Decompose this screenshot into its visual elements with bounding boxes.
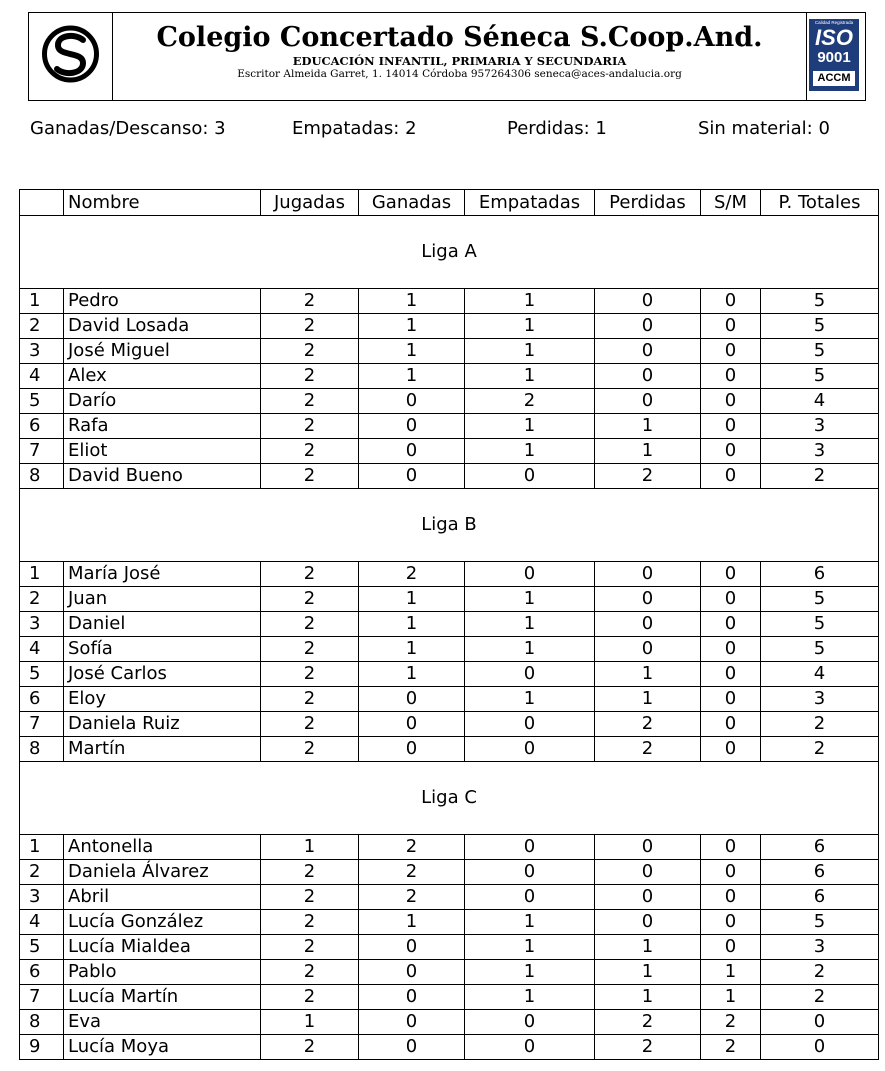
league-title: Liga A	[20, 216, 879, 289]
empatadas-cell: 0	[465, 464, 595, 489]
table-row	[20, 860, 879, 885]
ganadas-cell: 0	[359, 1035, 465, 1060]
puntos-totales-cell: 2	[761, 960, 879, 985]
league-title-row	[20, 216, 879, 289]
rank-cell: 2	[20, 860, 64, 885]
table-row	[20, 737, 879, 762]
table-row	[20, 464, 879, 489]
player-name-cell: José Carlos	[64, 662, 261, 687]
league-title: Liga B	[20, 489, 879, 562]
column-header-rank	[20, 190, 64, 216]
puntos-totales-cell: 2	[761, 985, 879, 1010]
perdidas-cell: 0	[595, 389, 701, 414]
jugadas-cell: 2	[261, 935, 359, 960]
table-row	[20, 339, 879, 364]
empatadas-cell: 0	[465, 1010, 595, 1035]
puntos-totales-cell: 3	[761, 687, 879, 712]
player-name-cell: María José	[64, 562, 261, 587]
perdidas-cell: 0	[595, 637, 701, 662]
table-row	[20, 712, 879, 737]
league-title-row	[20, 489, 879, 562]
perdidas-cell: 0	[595, 562, 701, 587]
sin-material-cell: 2	[701, 1035, 761, 1060]
player-name-cell: Antonella	[64, 835, 261, 860]
table-row	[20, 562, 879, 587]
player-name-cell: Martín	[64, 737, 261, 762]
perdidas-cell: 0	[595, 835, 701, 860]
rank-cell: 4	[20, 637, 64, 662]
jugadas-cell: 2	[261, 687, 359, 712]
ganadas-cell: 2	[359, 860, 465, 885]
rank-cell: 8	[20, 737, 64, 762]
jugadas-cell: 1	[261, 835, 359, 860]
rank-cell: 1	[20, 289, 64, 314]
rank-cell: 6	[20, 960, 64, 985]
perdidas-cell: 0	[595, 587, 701, 612]
puntos-totales-cell: 5	[761, 612, 879, 637]
table-row	[20, 314, 879, 339]
sin-material-cell: 0	[701, 687, 761, 712]
player-name-cell: Juan	[64, 587, 261, 612]
jugadas-cell: 2	[261, 414, 359, 439]
iso-org: ACCM	[813, 71, 855, 86]
table-row	[20, 910, 879, 935]
column-header-ganadas: Ganadas	[359, 190, 465, 216]
jugadas-cell: 2	[261, 339, 359, 364]
sin-material-cell: 0	[701, 860, 761, 885]
table-header-row	[20, 190, 879, 216]
rank-cell: 1	[20, 562, 64, 587]
jugadas-cell: 2	[261, 587, 359, 612]
rank-cell: 5	[20, 389, 64, 414]
sin-material-cell: 0	[701, 389, 761, 414]
jugadas-cell: 1	[261, 1010, 359, 1035]
column-header-nombre: Nombre	[64, 190, 261, 216]
puntos-totales-cell: 5	[761, 587, 879, 612]
sin-material-cell: 0	[701, 712, 761, 737]
jugadas-cell: 2	[261, 910, 359, 935]
column-header-totales: P. Totales	[761, 190, 879, 216]
iso-number: 9001	[817, 49, 851, 66]
jugadas-cell: 2	[261, 289, 359, 314]
jugadas-cell: 2	[261, 464, 359, 489]
player-name-cell: Daniela Ruiz	[64, 712, 261, 737]
empatadas-cell: 1	[465, 289, 595, 314]
puntos-totales-cell: 6	[761, 885, 879, 910]
empatadas-cell: 1	[465, 587, 595, 612]
rank-cell: 7	[20, 439, 64, 464]
ganadas-cell: 1	[359, 314, 465, 339]
column-header-empatadas: Empatadas	[465, 190, 595, 216]
sin-material-cell: 0	[701, 414, 761, 439]
column-header-jugadas: Jugadas	[261, 190, 359, 216]
rank-cell: 6	[20, 414, 64, 439]
ganadas-cell: 1	[359, 662, 465, 687]
rank-cell: 9	[20, 1035, 64, 1060]
ganadas-cell: 2	[359, 885, 465, 910]
legend-sin-material: Sin material: 0	[698, 118, 830, 139]
jugadas-cell: 2	[261, 960, 359, 985]
player-name-cell: Daniela Álvarez	[64, 860, 261, 885]
sin-material-cell: 0	[701, 662, 761, 687]
table-row	[20, 612, 879, 637]
rank-cell: 4	[20, 364, 64, 389]
empatadas-cell: 1	[465, 687, 595, 712]
rank-cell: 3	[20, 612, 64, 637]
table-row	[20, 389, 879, 414]
perdidas-cell: 0	[595, 860, 701, 885]
sin-material-cell: 0	[701, 935, 761, 960]
ganadas-cell: 1	[359, 910, 465, 935]
player-name-cell: Eva	[64, 1010, 261, 1035]
puntos-totales-cell: 6	[761, 562, 879, 587]
jugadas-cell: 2	[261, 985, 359, 1010]
perdidas-cell: 1	[595, 985, 701, 1010]
school-logo-icon	[29, 13, 112, 100]
iso-word: ISO	[815, 25, 853, 50]
empatadas-cell: 1	[465, 960, 595, 985]
perdidas-cell: 1	[595, 662, 701, 687]
school-logo-cell	[29, 13, 113, 100]
puntos-totales-cell: 5	[761, 910, 879, 935]
player-name-cell: Abril	[64, 885, 261, 910]
empatadas-cell: 0	[465, 562, 595, 587]
empatadas-cell: 1	[465, 637, 595, 662]
player-name-cell: Lucía Moya	[64, 1035, 261, 1060]
letterhead-text	[113, 13, 806, 100]
standings-table	[19, 189, 879, 1060]
sin-material-cell: 0	[701, 835, 761, 860]
puntos-totales-cell: 5	[761, 364, 879, 389]
perdidas-cell: 2	[595, 464, 701, 489]
puntos-totales-cell: 5	[761, 339, 879, 364]
empatadas-cell: 0	[465, 885, 595, 910]
player-name-cell: Sofía	[64, 637, 261, 662]
ganadas-cell: 2	[359, 835, 465, 860]
perdidas-cell: 0	[595, 910, 701, 935]
perdidas-cell: 0	[595, 885, 701, 910]
perdidas-cell: 0	[595, 339, 701, 364]
iso-caption: Calidad Registrada	[814, 20, 854, 25]
ganadas-cell: 1	[359, 289, 465, 314]
puntos-totales-cell: 4	[761, 662, 879, 687]
iso-9001-badge	[809, 19, 859, 91]
table-row	[20, 439, 879, 464]
table-row	[20, 687, 879, 712]
player-name-cell: David Losada	[64, 314, 261, 339]
player-name-cell: Eloy	[64, 687, 261, 712]
ganadas-cell: 0	[359, 1010, 465, 1035]
table-row	[20, 885, 879, 910]
table-row	[20, 1035, 879, 1060]
rank-cell: 4	[20, 910, 64, 935]
player-name-cell: Daniel	[64, 612, 261, 637]
sin-material-cell: 0	[701, 637, 761, 662]
sin-material-cell: 0	[701, 885, 761, 910]
jugadas-cell: 2	[261, 389, 359, 414]
column-header-perdidas: Perdidas	[595, 190, 701, 216]
puntos-totales-cell: 3	[761, 935, 879, 960]
perdidas-cell: 2	[595, 712, 701, 737]
sin-material-cell: 0	[701, 289, 761, 314]
rank-cell: 8	[20, 1010, 64, 1035]
sin-material-cell: 0	[701, 464, 761, 489]
table-row	[20, 414, 879, 439]
sin-material-cell: 0	[701, 587, 761, 612]
table-row	[20, 1010, 879, 1035]
school-subtitle: EDUCACIÓN INFANTIL, PRIMARIA Y SECUNDARIA	[292, 54, 627, 68]
puntos-totales-cell: 3	[761, 414, 879, 439]
ganadas-cell: 0	[359, 687, 465, 712]
player-name-cell: Alex	[64, 364, 261, 389]
letterhead	[28, 12, 866, 101]
empatadas-cell: 1	[465, 414, 595, 439]
table-row	[20, 662, 879, 687]
perdidas-cell: 2	[595, 737, 701, 762]
legend-empatadas: Empatadas: 2	[292, 118, 417, 139]
empatadas-cell: 1	[465, 439, 595, 464]
player-name-cell: Lucía Martín	[64, 985, 261, 1010]
puntos-totales-cell: 0	[761, 1010, 879, 1035]
empatadas-cell: 1	[465, 612, 595, 637]
school-name: Colegio Concertado Séneca S.Coop.And.	[156, 22, 763, 53]
empatadas-cell: 1	[465, 935, 595, 960]
empatadas-cell: 1	[465, 339, 595, 364]
puntos-totales-cell: 2	[761, 737, 879, 762]
perdidas-cell: 1	[595, 935, 701, 960]
player-name-cell: Darío	[64, 389, 261, 414]
jugadas-cell: 2	[261, 885, 359, 910]
ganadas-cell: 2	[359, 562, 465, 587]
league-title-row	[20, 762, 879, 835]
player-name-cell: Lucía Mialdea	[64, 935, 261, 960]
rank-cell: 2	[20, 314, 64, 339]
empatadas-cell: 1	[465, 364, 595, 389]
player-name-cell: David Bueno	[64, 464, 261, 489]
player-name-cell: Rafa	[64, 414, 261, 439]
sin-material-cell: 0	[701, 439, 761, 464]
rank-cell: 3	[20, 339, 64, 364]
perdidas-cell: 2	[595, 1010, 701, 1035]
empatadas-cell: 2	[465, 389, 595, 414]
ganadas-cell: 1	[359, 612, 465, 637]
table-row	[20, 637, 879, 662]
puntos-totales-cell: 2	[761, 464, 879, 489]
empatadas-cell: 1	[465, 910, 595, 935]
rank-cell: 2	[20, 587, 64, 612]
rank-cell: 7	[20, 985, 64, 1010]
table-row	[20, 960, 879, 985]
puntos-totales-cell: 6	[761, 835, 879, 860]
ganadas-cell: 1	[359, 587, 465, 612]
jugadas-cell: 2	[261, 612, 359, 637]
sin-material-cell: 1	[701, 960, 761, 985]
ganadas-cell: 0	[359, 389, 465, 414]
puntos-totales-cell: 0	[761, 1035, 879, 1060]
puntos-totales-cell: 4	[761, 389, 879, 414]
perdidas-cell: 2	[595, 1035, 701, 1060]
ganadas-cell: 0	[359, 985, 465, 1010]
sin-material-cell: 0	[701, 364, 761, 389]
table-row	[20, 985, 879, 1010]
league-title: Liga C	[20, 762, 879, 835]
ganadas-cell: 0	[359, 464, 465, 489]
standings-body	[20, 216, 879, 1060]
jugadas-cell: 2	[261, 364, 359, 389]
ganadas-cell: 1	[359, 637, 465, 662]
player-name-cell: José Miguel	[64, 339, 261, 364]
player-name-cell: Lucía González	[64, 910, 261, 935]
jugadas-cell: 2	[261, 860, 359, 885]
empatadas-cell: 0	[465, 860, 595, 885]
legend-perdidas: Perdidas: 1	[507, 118, 607, 139]
player-name-cell: Pedro	[64, 289, 261, 314]
empatadas-cell: 0	[465, 712, 595, 737]
sin-material-cell: 0	[701, 339, 761, 364]
perdidas-cell: 1	[595, 414, 701, 439]
jugadas-cell: 2	[261, 1035, 359, 1060]
sin-material-cell: 1	[701, 985, 761, 1010]
perdidas-cell: 1	[595, 687, 701, 712]
table-row	[20, 835, 879, 860]
rank-cell: 3	[20, 885, 64, 910]
perdidas-cell: 0	[595, 364, 701, 389]
empatadas-cell: 0	[465, 662, 595, 687]
puntos-totales-cell: 5	[761, 314, 879, 339]
puntos-totales-cell: 6	[761, 860, 879, 885]
perdidas-cell: 0	[595, 314, 701, 339]
empatadas-cell: 1	[465, 985, 595, 1010]
puntos-totales-cell: 5	[761, 289, 879, 314]
perdidas-cell: 1	[595, 960, 701, 985]
rank-cell: 5	[20, 935, 64, 960]
perdidas-cell: 0	[595, 612, 701, 637]
ganadas-cell: 1	[359, 339, 465, 364]
table-row	[20, 364, 879, 389]
empatadas-cell: 0	[465, 737, 595, 762]
jugadas-cell: 2	[261, 562, 359, 587]
ganadas-cell: 0	[359, 712, 465, 737]
sin-material-cell: 0	[701, 562, 761, 587]
jugadas-cell: 2	[261, 439, 359, 464]
sin-material-cell: 0	[701, 314, 761, 339]
ganadas-cell: 0	[359, 737, 465, 762]
iso-cell	[806, 13, 865, 100]
ganadas-cell: 1	[359, 364, 465, 389]
jugadas-cell: 2	[261, 662, 359, 687]
ganadas-cell: 0	[359, 960, 465, 985]
jugadas-cell: 2	[261, 712, 359, 737]
ganadas-cell: 0	[359, 439, 465, 464]
rank-cell: 1	[20, 835, 64, 860]
rank-cell: 6	[20, 687, 64, 712]
legend-ganadas: Ganadas/Descanso: 3	[30, 118, 226, 139]
perdidas-cell: 1	[595, 439, 701, 464]
sin-material-cell: 0	[701, 910, 761, 935]
jugadas-cell: 2	[261, 637, 359, 662]
player-name-cell: Pablo	[64, 960, 261, 985]
empatadas-cell: 1	[465, 314, 595, 339]
school-address: Escritor Almeida Garret, 1. 14014 Córdoba 957264306 seneca@aces-andalucia.org	[237, 68, 682, 80]
sin-material-cell: 0	[701, 612, 761, 637]
rank-cell: 7	[20, 712, 64, 737]
empatadas-cell: 0	[465, 835, 595, 860]
puntos-totales-cell: 5	[761, 637, 879, 662]
sin-material-cell: 2	[701, 1010, 761, 1035]
ganadas-cell: 0	[359, 414, 465, 439]
ganadas-cell: 0	[359, 935, 465, 960]
player-name-cell: Eliot	[64, 439, 261, 464]
perdidas-cell: 0	[595, 289, 701, 314]
jugadas-cell: 2	[261, 737, 359, 762]
puntos-totales-cell: 3	[761, 439, 879, 464]
table-row	[20, 587, 879, 612]
points-legend	[0, 118, 885, 142]
table-row	[20, 935, 879, 960]
table-row	[20, 289, 879, 314]
rank-cell: 5	[20, 662, 64, 687]
rank-cell: 8	[20, 464, 64, 489]
jugadas-cell: 2	[261, 314, 359, 339]
column-header-sm: S/M	[701, 190, 761, 216]
sin-material-cell: 0	[701, 737, 761, 762]
empatadas-cell: 0	[465, 1035, 595, 1060]
puntos-totales-cell: 2	[761, 712, 879, 737]
